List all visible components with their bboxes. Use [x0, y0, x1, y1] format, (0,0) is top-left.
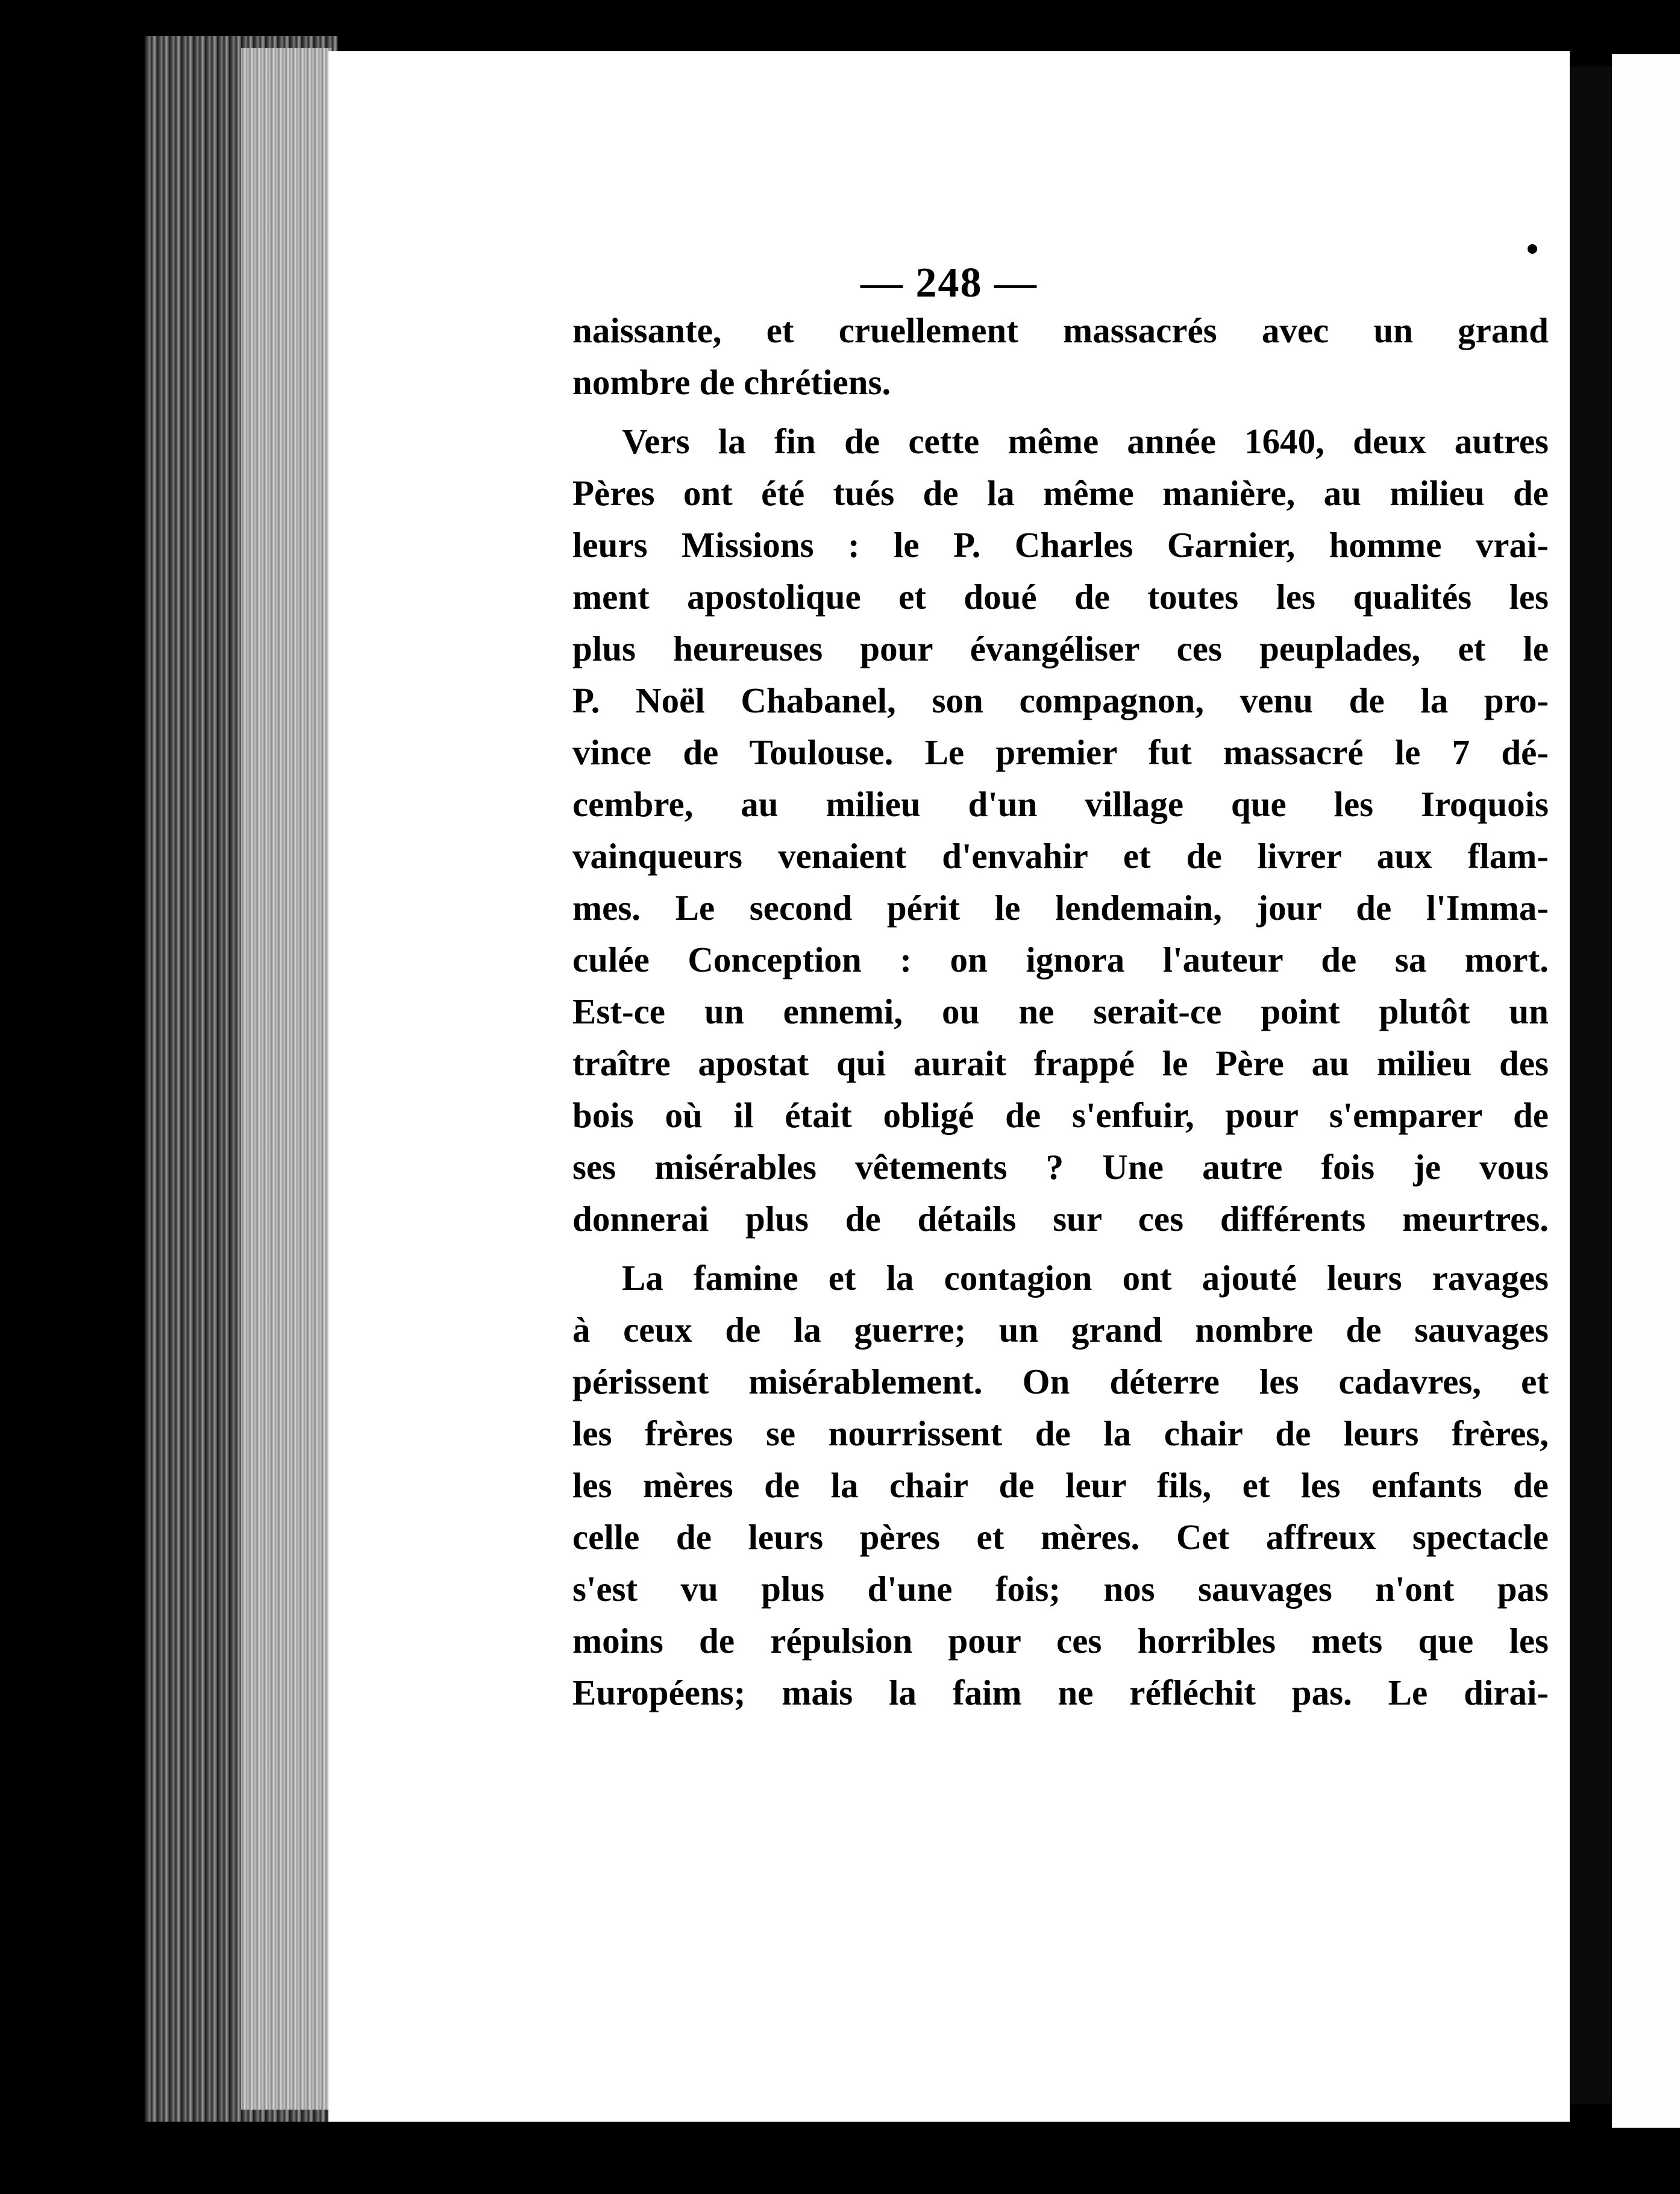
text-line: vainqueurs venaient d'envahir et de livrer aux flam-: [572, 836, 1549, 876]
text-line: Pères ont été tués de la même manière, au milieu de: [572, 473, 1549, 513]
body-text: [572, 304, 1549, 1718]
text-line: plus heureuses pour évangéliser ces peuplades, et le: [572, 629, 1549, 668]
text-line: périssent misérablement. On déterre les cadavres, et: [572, 1362, 1549, 1401]
text-line: à ceux de la guerre; un grand nombre de sauvages: [572, 1310, 1549, 1350]
text-line: bois où il était obligé de s'enfuir, pour s'emparer de: [572, 1095, 1549, 1135]
gutter-shadow: [1570, 66, 1612, 2104]
text-line: vince de Toulouse. Le premier fut massacré le 7 dé-: [572, 732, 1549, 772]
text-line: Vers la fin de cette même année 1640, deux autres: [622, 421, 1549, 461]
ink-speck: [1528, 244, 1537, 254]
text-line: donnerai plus de détails sur ces différents meurtres.: [572, 1199, 1549, 1239]
book-page-edges-highlight: [241, 48, 331, 2110]
text-line: P. Noël Chabanel, son compagnon, venu de la pro-: [572, 681, 1549, 720]
text-line: ses misérables vêtements ? Une autre fois je vous: [572, 1147, 1549, 1187]
text-line: les frères se nourrissent de la chair de leurs frères,: [572, 1413, 1549, 1453]
text-line: traître apostat qui aurait frappé le Père au milieu des: [572, 1043, 1549, 1083]
text-line: leurs Missions : le P. Charles Garnier, homme vrai-: [572, 525, 1549, 565]
text-line: cembre, au milieu d'un village que les Iroquois: [572, 784, 1549, 824]
text-line: nombre de chrétiens.: [572, 362, 891, 402]
text-line: culée Conception : on ignora l'auteur de sa mort.: [572, 940, 1549, 979]
page-number: — 248 —: [860, 260, 1038, 306]
text-line: celle de leurs pères et mères. Cet affreux spectacle: [572, 1517, 1549, 1557]
text-line: les mères de la chair de leur fils, et les enfants de: [572, 1465, 1549, 1505]
text-line: Est-ce un ennemi, ou ne serait-ce point plutôt un: [572, 992, 1549, 1031]
text-line: s'est vu plus d'une fois; nos sauvages n'ont pas: [572, 1569, 1549, 1609]
facing-page-edge: [1612, 54, 1680, 2128]
text-line: La famine et la contagion ont ajouté leurs ravages: [622, 1258, 1549, 1298]
text-line: naissante, et cruellement massacrés avec un grand: [572, 310, 1549, 350]
text-line: Européens; mais la faim ne réfléchit pas. Le dirai-: [572, 1673, 1549, 1712]
text-line: mes. Le second périt le lendemain, jour de l'Imma-: [572, 888, 1549, 928]
book-page: [328, 51, 1570, 2122]
text-line: ment apostolique et doué de toutes les qualités les: [572, 577, 1549, 617]
text-line: moins de répulsion pour ces horribles mets que les: [572, 1621, 1549, 1661]
